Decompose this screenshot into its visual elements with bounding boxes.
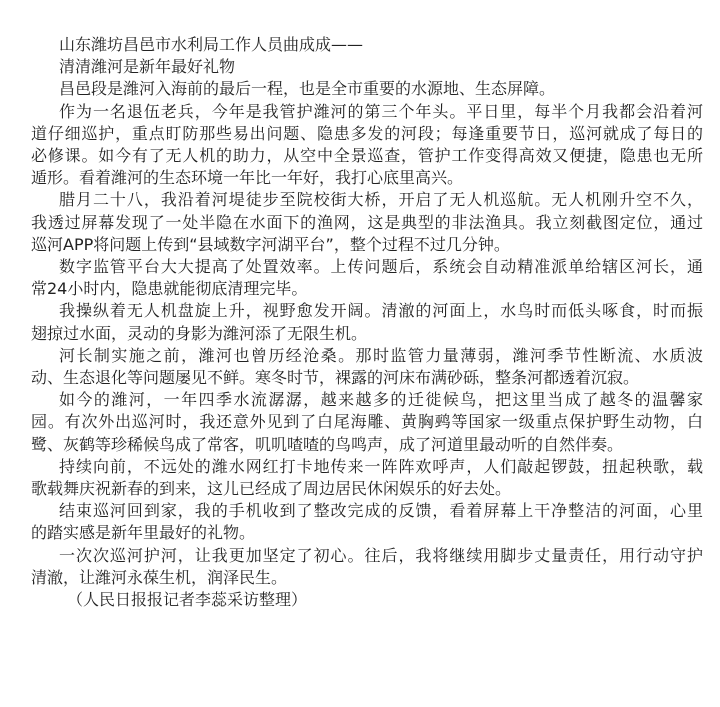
body-line: 河长制实施之前，潍河也曾历经沧桑。那时监管力量薄弱，潍河季节性断流、水质波 — [59, 345, 703, 365]
body-line: 一次次巡河护河，让我更加坚定了初心。往后，我将继续用脚步丈量责任，用行动守护 — [59, 545, 703, 565]
body-line: 道仔细巡护，重点盯防那些易出问题、隐患多发的河段；每逢重要节日，巡河就成了每日的 — [31, 123, 703, 143]
article-title-line-1: 山东潍坊昌邑市水利局工作人员曲成成—— — [59, 35, 364, 54]
body-line: 翅掠过水面，灵动的身影为潍河添了无限生机。 — [31, 323, 368, 343]
body-line: 园。有次外出巡河时，我还意外见到了白尾海雕、黄胸鹀等国家一级重点保护野生动物，白 — [31, 412, 703, 432]
body-line: 歌载舞庆祝新春的到来，这儿已经成了周边居民休闲娱乐的好去处。 — [31, 479, 512, 499]
article-signature: （人民日报报记者李蕊采访整理） — [67, 590, 308, 610]
body-line: 遁形。看着潍河的生态环境一年比一年好，我打心底里高兴。 — [31, 168, 464, 188]
body-line: 我透过屏幕发现了一处半隐在水面下的渔网，这是典型的非法渔具。我立刻截图定位，通过 — [31, 212, 703, 232]
article-title-line-2: 清清潍河是新年最好礼物 — [59, 57, 236, 77]
body-line: 鹭、灰鹤等珍稀候鸟成了常客，叽叽喳喳的鸟鸣声，成了河道里最动听的自然伴奏。 — [31, 434, 624, 454]
body-line: 动、生态退化等问题屡见不鲜。寒冬时节，裸露的河床布满砂砾，整条河都透着沉寂。 — [31, 368, 640, 388]
body-line: 昌邑段是潍河入海前的最后一程，也是全市重要的水源地、生态屏障。 — [59, 79, 556, 99]
body-line: 结束巡河回到家，我的手机收到了整改完成的反馈，看着屏幕上干净整洁的河面，心里 — [59, 501, 703, 521]
body-line: 腊月二十八，我沿着河堤徒步至院校街大桥，开启了无人机巡航。无人机刚升空不久， — [59, 190, 703, 210]
body-line: 作为一名退伍老兵，今年是我管护潍河的第三个年头。平日里，每半个月我都会沿着河 — [59, 101, 703, 121]
body-line: 数字监管平台大大提高了处置效率。上传问题后，系统会自动精准派单给辖区河长，通 — [59, 257, 703, 277]
body-line: 巡河APP将问题上传到“县域数字河湖平台”，整个过程不过几分钟。 — [31, 234, 510, 254]
body-line: 清澈，让潍河永葆生机，润泽民生。 — [31, 567, 288, 587]
body-line: 如今的潍河，一年四季水流潺潺，越来越多的迁徙候鸟，把这里当成了越冬的温馨家 — [59, 390, 703, 410]
body-line: 必修课。如今有了无人机的助力，从空中全景巡查，管护工作变得高效又便捷，隐患也无所 — [31, 146, 703, 166]
body-line: 常24小时内，隐患就能彻底清理完毕。 — [31, 279, 308, 299]
body-line: 持续向前，不远处的潍水网红打卡地传来一阵阵欢呼声，人们敲起锣鼓，扭起秧歌，载 — [59, 456, 703, 476]
body-line: 我操纵着无人机盘旋上升，视野愈发开阔。清澈的河面上，水鸟时而低头啄食，时而振 — [59, 301, 703, 321]
body-line: 的踏实感是新年里最好的礼物。 — [31, 523, 256, 543]
article — [31, 34, 703, 611]
